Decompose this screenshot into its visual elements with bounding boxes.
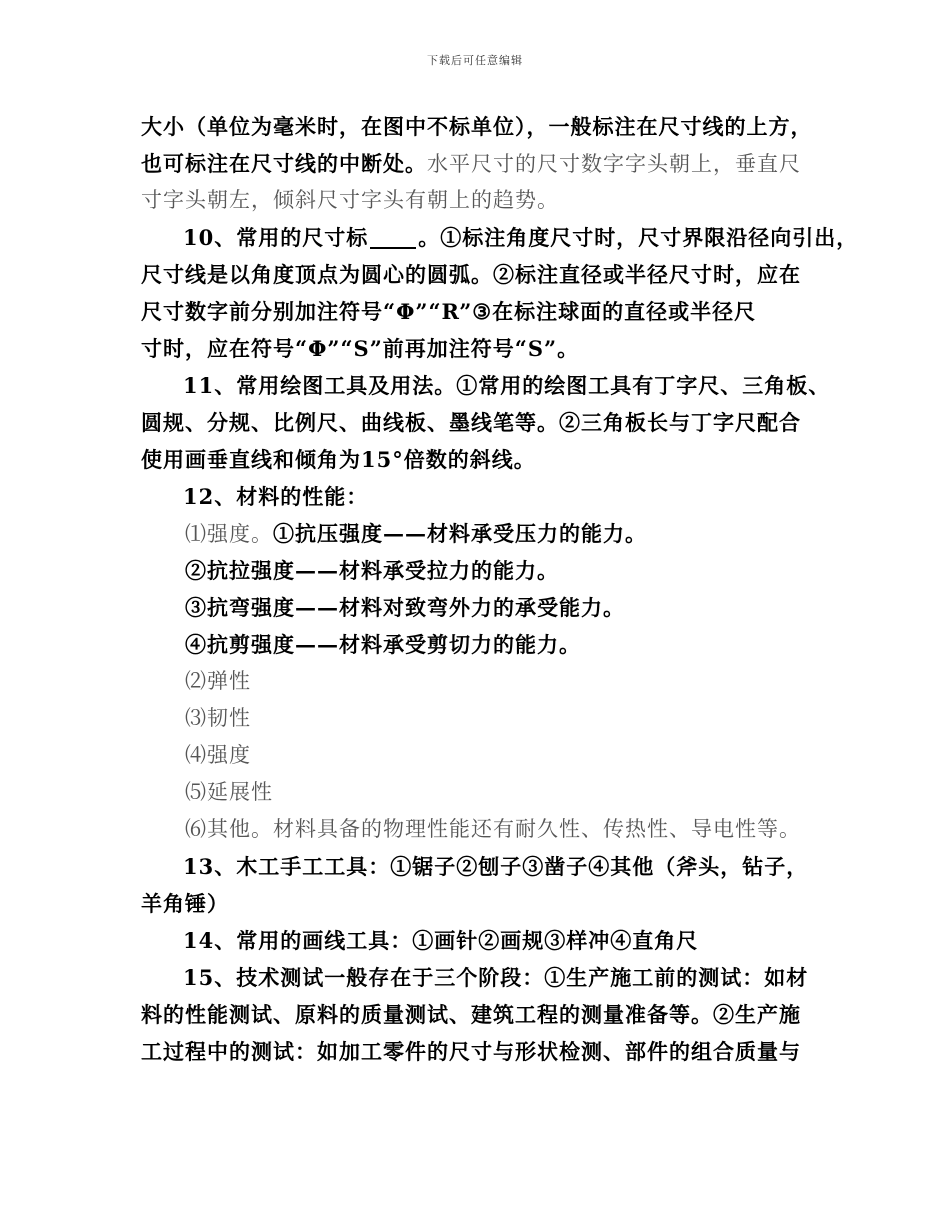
text-span: 水平尺寸的尺寸数字字头朝上，垂直尺: [427, 152, 801, 176]
paragraph-line: 13、木工手工工具：①锯子②刨子③凿子④其他（斧头，钻子，: [183, 854, 809, 879]
paragraph-line: 14、常用的画线工具：①画针②画规③样冲④直角尺: [183, 928, 699, 953]
document-body: [141, 108, 859, 1070]
paragraph-line: 寸字头朝左，倾斜尺寸字头有朝上的趋势。: [141, 188, 559, 212]
list-item: ②抗拉强度——材料承受拉力的能力。: [185, 558, 559, 583]
list-item: ⑵弹性: [185, 669, 251, 693]
text-span: ①抗压强度——材料承受压力的能力。: [273, 521, 647, 546]
paragraph-line: 使用画垂直线和倾角为15°倍数的斜线。: [141, 447, 536, 472]
fill-in-blank: [370, 225, 416, 249]
list-item: ⑶韧性: [185, 706, 251, 730]
paragraph-line: 寸时，应在符号“Φ”“S”前再加注符号“S”。: [141, 336, 580, 361]
list-item: ④抗剪强度——材料承受剪切力的能力。: [185, 632, 581, 657]
text-span: 也可标注在尺寸线的中断处。: [141, 151, 427, 176]
paragraph-line: 羊角锤）: [141, 891, 229, 916]
text-span: 。①标注角度尺寸时，尺寸界限沿径向引出，: [418, 225, 859, 250]
paragraph-line: 11、常用绘图工具及用法。①常用的绘图工具有丁字尺、三角板、: [183, 373, 831, 398]
paragraph-line: [141, 219, 859, 256]
text-span: ⑴强度。: [185, 522, 273, 546]
paragraph-line: [141, 145, 821, 182]
paragraph-line: 15、技术测试一般存在于三个阶段：①生产施工前的测试：如材: [183, 965, 809, 990]
list-item: [141, 515, 821, 552]
list-item: ⑹其他。材料具备的物理性能还有耐久性、传热性、导电性等。: [185, 817, 801, 841]
paragraph-line: 大小（单位为毫米时，在图中不标单位），一般标注在尺寸线的上方，: [141, 114, 813, 139]
paragraph-line: 尺寸线是以角度顶点为圆心的圆弧。②标注直径或半径尺寸时，应在: [141, 262, 801, 287]
paragraph-line: 圆规、分规、比例尺、曲线板、墨线笔等。②三角板长与丁字尺配合: [141, 410, 801, 435]
page-header: 下载后可任意编辑: [427, 54, 523, 67]
list-item: ⑸延展性: [185, 780, 273, 804]
paragraph-line: 工过程中的测试：如加工零件的尺寸与形状检测、部件的组合质量与: [141, 1039, 801, 1064]
section-title: 12、材料的性能：: [183, 484, 369, 509]
paragraph-line: 料的性能测试、原料的质量测试、建筑工程的测量准备等。②生产施: [141, 1002, 801, 1027]
text-span: 10、常用的尺寸标: [183, 225, 369, 250]
list-item: ③抗弯强度——材料对致弯外力的承受能力。: [185, 595, 625, 620]
paragraph-line: 尺寸数字前分别加注符号“Φ”“R”③在标注球面的直径或半径尺: [141, 299, 757, 324]
list-item: ⑷强度: [185, 743, 251, 767]
